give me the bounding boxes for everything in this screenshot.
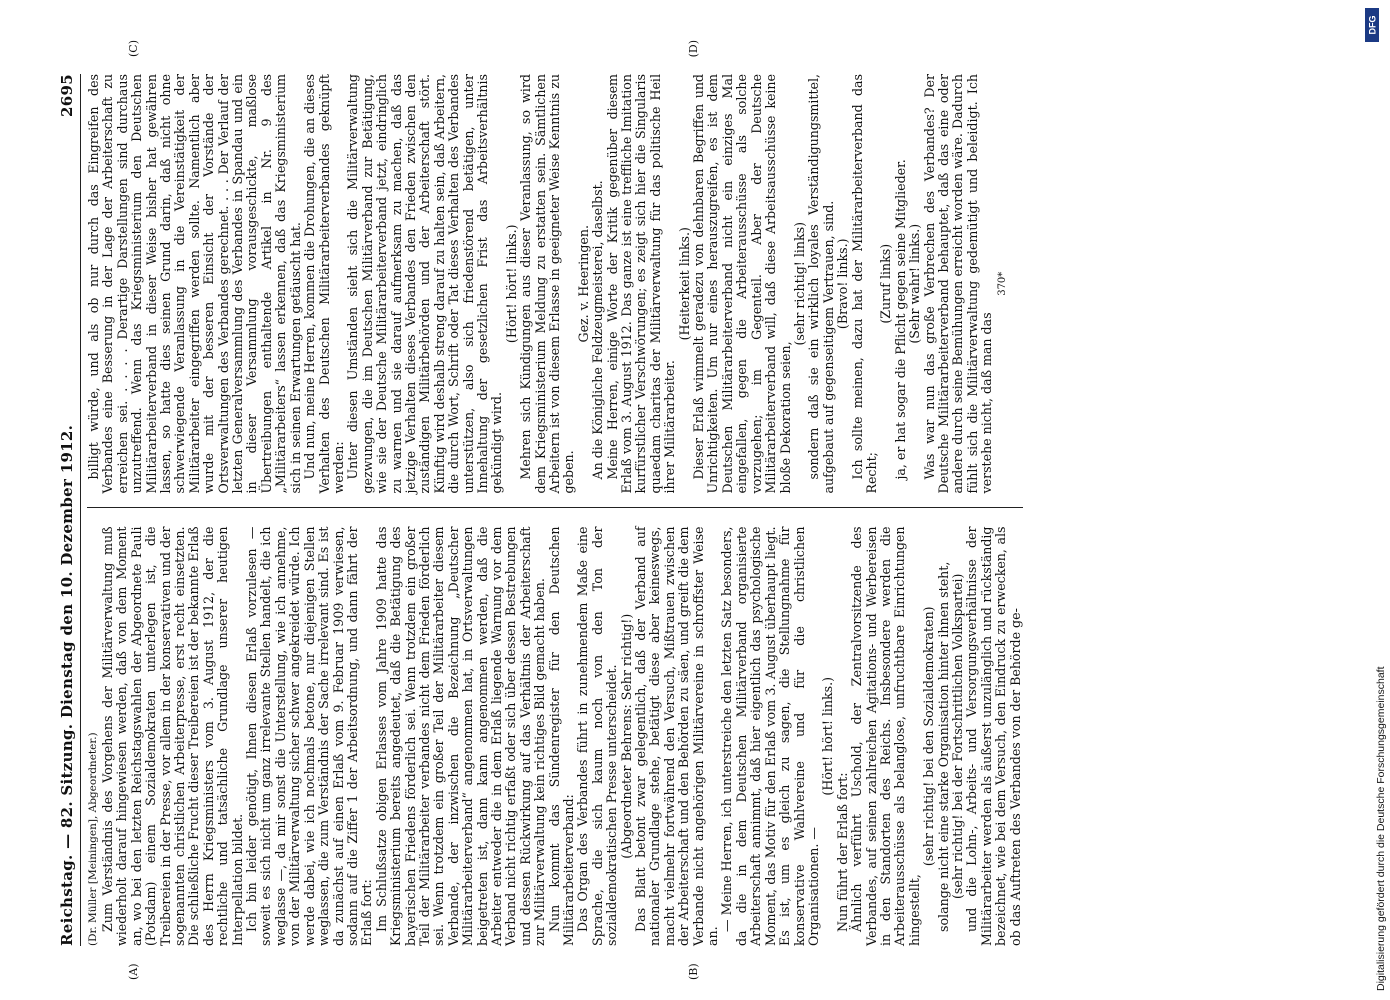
footer-number: 370* <box>996 271 1008 296</box>
page-number: 2695 <box>58 74 76 117</box>
paragraph: sondern daß sie ein wirklich loyales Verständigungsmittel, aufgebaut auf gegenseitigem Vertrauen, sind. <box>806 74 836 494</box>
paragraph: (Zuruf links) <box>878 243 894 324</box>
text-columns <box>86 40 1023 980</box>
paragraph: (Bravo! links.) <box>835 238 851 330</box>
paragraph: — Meine Herren, ich unterstreiche den letzten Satz besonders, da die in dem Deutschen Militärverband organisierte Arbeiterschaft annimmt, daß hier eigentlich das psychologische Moment, das Motiv für den Erlaß vom 3. August überhaupt liegt. Es ist, um es gleich zu sagen, die Stellungnahme für konservative Wahlvereine und für die christlichen Organisationen. — <box>719 526 821 946</box>
paragraph: (Sehr wahr! links.) <box>907 223 923 344</box>
side-note-text: Digitalisierung gefördert durch die Deutsche Forschungsgemeinschaft <box>1375 666 1387 991</box>
page-header <box>58 74 81 946</box>
header-title: Reichstag. — 82. Sitzung. Dienstag den 10. Dezember 1912. <box>58 424 76 946</box>
paragraph: Ich sollte meinen, dazu hat der Militärarbeiterverband das Recht; <box>849 74 879 494</box>
margin-marker-c: (C) <box>127 40 140 57</box>
paragraph: (Hört! hört! links.) <box>820 676 836 796</box>
paragraph: Gez. v. Heeringen. <box>575 225 591 343</box>
paragraph: Zum Verständnis des Vorgehens der Militärverwaltung muß wiederholt darauf hingewiesen werden, daß von dem Moment an, wo bei den letzten Reichstagswahlen der Abgeordnete Pauli (Potsdam) einem Sozialdemokraten unterlegen ist, die Treibereien in der Presse, vor allem in der konservativen und der sogenannten christlichen Arbeiterpresse, erst recht einsetzten. Die schließliche Frucht dieser Treibereien ist der bekannte Erlaß des Herrn Kriegsministers vom 3. August 1912, der die rechtliche und tatsächliche Grundlage unserer heutigen Interpellation bildet. <box>100 526 245 946</box>
paragraph: Unter diesen Umständen sieht sich die Militärverwaltung gezwungen, die im Deutschen Militärverband zur Betätigung, wie sie der Deutsche Militärarbeiterverband jetzt, eindringlich zu warnen und sie darauf aufmerksam zu machen, daß das jetzige Verhalten dieses Verbandes den Frieden zwischen den zuständigen Militärbehörden und der Arbeiterschaft stört. Künftig wird deshalb streng darauf zu halten sein, daß Arbeitern, die durch Wort, Schrift oder Tat dieses Verhalten des Verbandes unterstützen, also sich friedenstörend betätigen, unter Innehaltung der gesetzlichen Frist das Arbeitsverhältnis gekündigt wird. <box>345 74 505 494</box>
left-column <box>87 526 1023 980</box>
margin-marker-a: (A) <box>127 963 140 980</box>
paragraph: Im Schlußsatze obigen Erlasses vom Jahre 1909 hatte das Kriegsministerium bereits angedeutet, daß die Betätigung des bayerischen Friedens förderlich sei. Wenn trotzdem ein großer Teil der Militärarbeiter verbandes nicht dem Frieden förderlich sei. Wenn trotzdem ein großer Teil der Militärarbeiter diesem Verbande, der inzwischen die Bezeichnung „Deutscher Militärarbeiterverband“ angenommen hat, in Ortsverwaltungen beigetreten ist, dann kann angenommen werden, daß die Arbeiter entweder die in dem Erlaß liegende Warnung vor dem Verband nicht richtig erfaßt oder sich über dessen Bestrebungen und dessen Rückwirkung auf das Verhältnis der Arbeiterschaft zur Militärverwaltung kein richtiges Bild gemacht haben. <box>373 526 548 946</box>
margin-marker-b: (B) <box>687 963 700 980</box>
paragraph: Dieser Erlaß wimmelt geradezu von dehnbaren Begriffen und Unrichtigkeiten. Um nur eines herauszugreifen, es ist dem Deutschen Militärarbeiterverband nicht ein einziges Mal eingefallen, gegen die Arbeiterausschüsse als solche vorzugehen; im Gegenteil. Aber der Deutsche Militärarbeiterverband will, daß diese Arbeitsausschüsse keine bloße Dekoration seien, <box>691 74 793 494</box>
side-note <box>1361 6 1387 996</box>
paragraph: solange nicht eine starke Organisation hinter ihnen steht, <box>935 561 951 932</box>
paragraph: Nun führt der Erlaß fort: <box>834 772 850 932</box>
right-column <box>86 40 1023 509</box>
paragraph: Nun kommt das Sündenregister für den Deutschen Militärarbeiterverband: <box>546 526 576 946</box>
paragraph: und die Lohn-, Arbeits- und Versorgungsverhältnisse der Militärarbeiter werden als äußerst unzulänglich und rückständig bezeichnet, wie bei dem Versuch, den Eindruck zu erwecken, als ob das Auftreten des Verbandes von der Behörde ge- <box>964 526 1023 946</box>
right-paragraphs <box>87 74 995 494</box>
paragraph: Was war nun das große Verbrechen des Verbandes? Der Deutsche Militärarbeiterverband behauptet, daß das eine oder andere durch seine Bemühungen erreicht worden wäre. Dadurch fühlt sich die Militärverwaltung gedemütigt und beleidigt. Ich verstehe nicht, daß man das <box>921 74 995 494</box>
left-paragraphs <box>101 527 1023 947</box>
paragraph: billigt würde, und als ob nur durch das Eingreifen des Verbandes eine Besserung in der Lage der Arbeiterschaft zu erreichen sei. . . . . Derartige Darstellungen sind durchaus unzutreffend. Wenn das Kriegsministerium den Deutschen Militärarbeiterverband in dieser Weise bisher hat gewähren lassen, so hatte dies seinen Grund darin, daß nicht ohne schwerwiegende Veranlassung in die Vereinstätigkeit der Militärarbeiter eingegriffen werden sollte. Namentlich aber wurde mit der besseren Einsicht der Vorstände der Ortsverwaltungen des Verbandes gerechnet. . . . Der Verlauf der letzten Generalversammlung des Verbandes in Spandau und ein in dieser Versammlung vorausgeschickte, maßlose Übertreibungen enthaltende Artikel in Nr. 9 des „Militärarbeiters“ lassen erkennen, daß das Kriegsministerium sich in seinen Erwartungen getäuscht hat. <box>86 74 303 494</box>
paragraph: Und nun, meine Herren, kommen die Drohungen, die an dieses Verhalten des Deutschen Militärarbeiterverbandes geknüpft werden: <box>302 74 346 494</box>
paragraph: Ähnlich verführt Uschold, der Zentralvorsitzende des Verbandes, auf seinen zahlreichen Agitations- und Werbereisen in den Standorten des Reichs. Insbesondere werden die Arbeiterausschüsse als belanglose, unfruchtbare Einrichtungen hingestellt, <box>849 526 922 946</box>
paragraph: (sehr richtig! links) <box>791 221 807 346</box>
margin-marker-d: (D) <box>687 40 700 58</box>
paragraph: (Hört! hört! links.) <box>503 224 519 344</box>
paragraph: An die Königliche Feldzeugmeisterei, daselbst. <box>590 180 606 480</box>
paragraph: (Abgeordneter Behrens: Sehr richtig!) <box>618 613 634 859</box>
paragraph: Das Organ des Verbandes führt in zunehmendem Maße eine Sprache, die sich kaum noch von den Ton der sozialdemokratischen Presse unterscheidet. <box>575 526 620 946</box>
paragraph: (sehr richtig! bei den Sozialdemokraten) <box>921 606 937 867</box>
paragraph: (Heiterkeit links.) <box>676 227 692 341</box>
paragraph: Ich bin leider genötigt, Ihnen diesen Erlaß vorzulesen — soweit es sich nicht um ganz irrelevante Stellen handelt, die ich weglasse —, da mir sonst die Unterstellung, wie ich annehme, von der Militärverwaltung sicher schwer angekreidet würde. Ich werde dabei, wie ich nochmals betone, nur diejenigen Stellen weglassen, die zum Verständnis der Sache irrelevant sind. Es ist da zunächst auf einen Erlaß vom 9. Februar 1909 verwiesen, sodann auf die Ziffer 1 der Arbeitsordnung, und dann fährt der Erlaß fort: <box>244 526 375 946</box>
speaker-line: (Dr. Müller [Meiningen], Abgeordneter.) <box>87 732 99 946</box>
paragraph: Das Blatt betont zwar gelegentlich, daß der Verband auf nationaler Grundlage stehe, betätigt diese aber keineswegs, macht vielmehr fortwährend den Versuch, Mißtrauen zwischen der Arbeiterschaft und den Behörden zu säen, und greift die dem Verbande nicht angehörigen Militärvereine in schroffster Weise an. <box>633 526 721 946</box>
dfg-logo-text: DFG <box>1367 15 1377 35</box>
paragraph: ja, er hat sogar die Pflicht gegen seine Mitglieder. <box>892 159 908 480</box>
paragraph: Meine Herren, einige Worte der Kritik gegenüber diesem Erlaß vom 3. August 1912. Das ganze ist eine treffliche Imitation kurfürstlicher Verschwörungen; es zeigt sich hier die Singularis quaedam charitas der Militärverwaltung für das politische Heil ihrer Militärarbeiter. <box>604 74 678 494</box>
paragraph: (sehr richtig! bei der Fortschrittlichen Volkspartei) <box>949 573 965 899</box>
paragraph: Mehren sich Kündigungen aus dieser Veranlassung, so wird dem Kriegsministerium Meldung zu erstatten sein. Sämtlichen Arbeitern ist von diesem Erlasse in geeigneter Weise Kenntnis zu geben. <box>518 74 577 494</box>
dfg-logo <box>1365 8 1379 42</box>
rotated-page <box>50 40 1390 980</box>
